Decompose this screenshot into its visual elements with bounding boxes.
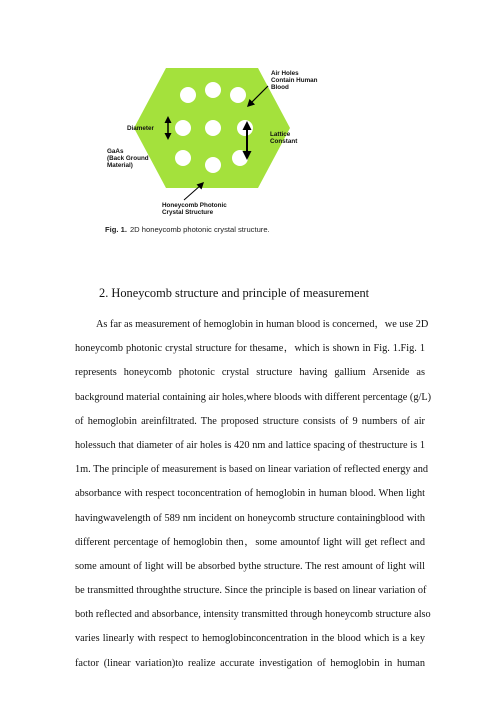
body-paragraph	[75, 318, 432, 681]
label-line: (Back Ground	[107, 155, 149, 163]
air-hole	[205, 157, 221, 173]
caption-label: Fig. 1.	[105, 225, 127, 234]
label-honeycomb-structure	[162, 202, 227, 216]
air-holes	[175, 82, 253, 173]
air-hole	[175, 120, 191, 136]
figure-caption	[105, 225, 270, 234]
air-hole	[175, 150, 191, 166]
label-line: Crystal Structure	[162, 209, 214, 217]
label-line: Air Holes	[271, 70, 299, 77]
paragraph-line: 1m. The principle of measurement is based on linear variation of reflected energy and	[75, 464, 429, 476]
label-line: Constant	[270, 138, 298, 146]
honeycomb-figure	[0, 0, 500, 250]
paragraph-line: some amount of light will be absorbed bythe structure. The rest amount of light will	[75, 560, 425, 572]
label-line: GaAs	[107, 148, 124, 155]
paragraph-line: varies linearly with respect to hemoglobinconcentration in the blood which is a key	[75, 633, 425, 645]
paragraph-line: honeycomb photonic crystal structure for thesame，which is shown in Fig. 1.Fig. 1	[75, 343, 425, 355]
label-line: Diameter	[127, 125, 154, 132]
paragraph-line: both reflected and absorbance, intensity transmitted through honeycomb structure also	[75, 609, 431, 621]
label-line: Contain Human	[271, 77, 318, 85]
paragraph-line: be transmitted throughthe structure. Since the principle is based on linear variation of	[75, 585, 427, 597]
label-line: Blood	[271, 84, 289, 92]
section-heading: 2. Honeycomb structure and principle of measurement	[99, 286, 370, 300]
label-line: Material)	[107, 162, 133, 170]
air-hole	[180, 87, 196, 103]
paragraph-line: absorbance with respect toconcentration of hemoglobin in human blood. When light	[75, 488, 425, 500]
paragraph-line: represents honeycomb photonic crystal structure having gallium Arsenide as	[75, 367, 425, 379]
air-hole	[205, 82, 221, 98]
label-diameter	[127, 125, 154, 132]
label-lattice-constant	[270, 131, 297, 145]
paragraph-line: holessuch that diameter of air holes is 420 nm and lattice spacing of thestructure is 1	[75, 439, 425, 451]
caption-text: 2D honeycomb photonic crystal structure.	[129, 225, 270, 234]
label-gaas	[107, 148, 149, 170]
label-line: Honeycomb Photonic	[162, 202, 227, 209]
air-hole	[205, 120, 221, 136]
paragraph-line: As far as measurement of hemoglobin in human blood is concerned，we use 2D	[96, 319, 429, 330]
label-line: Lattice	[270, 131, 291, 138]
paragraph-line: factor (linear variation)to realize accurate investigation of hemoglobin in human	[75, 657, 425, 669]
paragraph-line: different percentage of hemoglobin then，some amountof light will get reflect and	[75, 536, 425, 548]
air-hole	[230, 87, 246, 103]
paragraph-line: of hemoglobin areinfiltrated. The proposed structure consists of 9 numbers of air	[75, 415, 425, 427]
paragraph-line: havingwavelength of 589 nm incident on honeycomb structure containingblood with	[75, 512, 425, 524]
paragraph-line: background material containing air holes,where bloods with different percentage (g/L)	[75, 391, 432, 403]
label-air-holes	[271, 70, 318, 92]
